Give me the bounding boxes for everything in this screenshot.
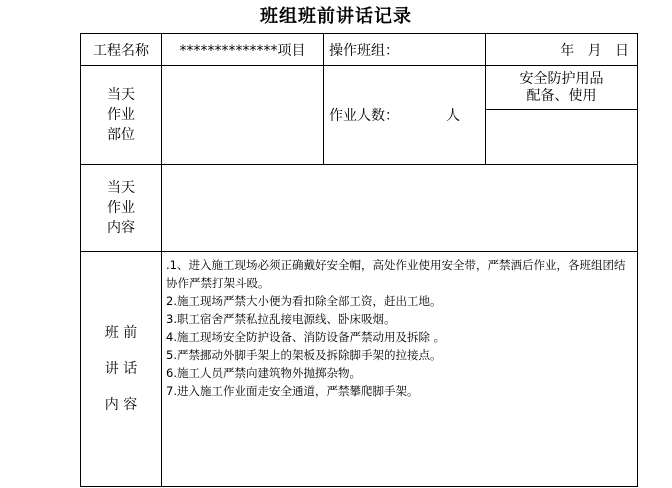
ppe-label (486, 66, 637, 109)
ppe-label-line: 安全防护用品 (519, 70, 604, 87)
worker-count-label: 作业人数： (329, 108, 399, 124)
safety-rule-item: 2.施工现场严禁大小便为看扣除全部工资，赶出工地。 (166, 294, 442, 308)
table-line (80, 164, 638, 165)
pre-shift-talk-label-line: 内 容 (104, 397, 138, 413)
table-line (637, 33, 638, 487)
safety-rule-item: 5.严禁挪动外脚手架上的架板及拆除脚手架的拉接点。 (166, 348, 442, 362)
table-line (80, 251, 638, 252)
table-line (161, 33, 162, 487)
table-line (80, 486, 638, 487)
work-location-label-line: 作业 (107, 107, 135, 123)
safety-rule-item: 6.施工人员严禁向建筑物外抛掷杂物。 (166, 366, 361, 380)
safety-rule-item: 7.进入施工作业面走安全通道，严禁攀爬脚手架。 (166, 384, 419, 398)
table-line (323, 33, 324, 165)
work-location-label-line: 当天 (107, 87, 135, 103)
work-content-label (81, 165, 161, 251)
project-name-value: **************项目 (179, 42, 306, 59)
worker-count-unit: 人 (446, 108, 460, 124)
project-name-label: 工程名称 (93, 42, 149, 59)
date-field: 年 月 日 (560, 42, 629, 59)
pre-shift-talk-label (81, 252, 161, 486)
safety-rule-item: .1、进入施工现场必须正确戴好安全帽，高处作业使用安全带，严禁酒后作业，各班组团结协作严禁打架斗殴。 (166, 258, 626, 290)
page-title: 班组班前讲话记录 (260, 6, 412, 27)
work-content-label-line: 当天 (107, 180, 135, 196)
work-location-label (81, 66, 161, 164)
safety-rules-list (166, 256, 636, 400)
table-line (485, 109, 638, 110)
work-location-label-line: 部位 (107, 127, 135, 143)
safety-rule-item: 4.施工现场安全防护设备、消防设备严禁动用及拆除 。 (166, 330, 446, 344)
pre-shift-talk-label-line: 班 前 (104, 325, 138, 341)
team-label: 操作班组： (329, 42, 399, 59)
pre-shift-talk-label-line: 讲 话 (104, 361, 138, 377)
ppe-label-line: 配备、使用 (526, 87, 597, 104)
safety-rule-item: 3.职工宿舍严禁私拉乱接电源线、卧床吸烟。 (166, 312, 396, 326)
work-content-label-line: 作业 (107, 200, 135, 216)
work-content-label-line: 内容 (107, 220, 135, 236)
